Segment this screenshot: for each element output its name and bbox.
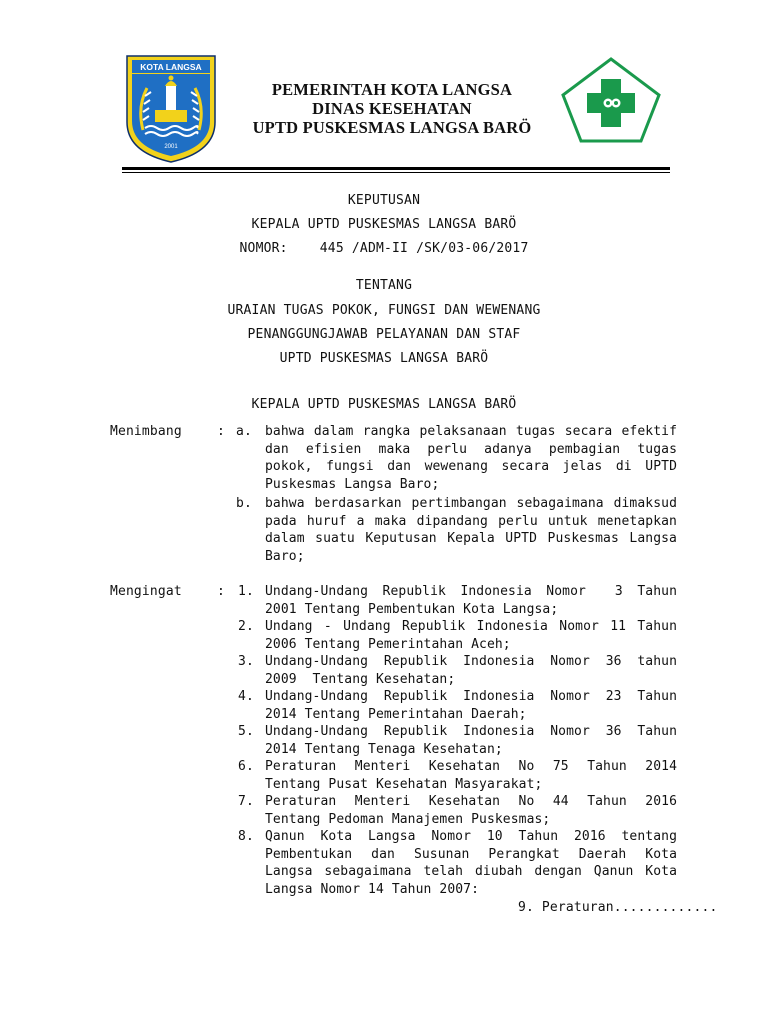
mengingat-marker: 3. xyxy=(238,654,254,669)
menimbang-marker: a. xyxy=(236,424,252,439)
menimbang-label: Menimbang xyxy=(110,424,182,439)
svg-text:KOTA LANGSA: KOTA LANGSA xyxy=(140,62,202,72)
government-name: PEMERINTAH KOTA LANGSA xyxy=(271,80,513,99)
menimbang-item: bahwa dalam rangka pelaksanaan tugas secara efektif dan efisien maka perlu adanya pembagian tugas pokok, fungsi dan wewenang secara jelas di UPTD Puskesmas Langsa Baro; xyxy=(265,424,677,492)
puskesmas-name: UPTD PUSKESMAS LANGSA BARÖ xyxy=(252,118,532,137)
mengingat-item: Peraturan Menteri Kesehatan No 75 Tahun 2014 Tentang Pusat Kesehatan Masyarakat; xyxy=(265,759,677,792)
mengingat-item: Undang-Undang Republik Indonesia Nomor 36 Tahun 2014 Tentang Tenaga Kesehatan; xyxy=(265,724,677,757)
signatory-heading: KEPALA UPTD PUSKESMAS LANGSA BARÖ xyxy=(251,397,517,412)
puskesmas-logo xyxy=(561,57,661,143)
letterhead-divider-thick xyxy=(122,167,670,170)
menimbang-colon: : xyxy=(217,424,225,439)
puskesmas-pentagon-icon xyxy=(561,57,661,143)
mengingat-marker: 5. xyxy=(238,724,254,739)
mengingat-item: Peraturan Menteri Kesehatan No 44 Tahun 2016 Tentang Pedoman Manajemen Puskesmas; xyxy=(265,794,677,827)
mengingat-item: Undang - Undang Republik Indonesia Nomor 11 Tahun 2006 Tentang Pemerintahan Aceh; xyxy=(265,619,677,652)
mengingat-marker: 4. xyxy=(238,689,254,704)
mengingat-item: Qanun Kota Langsa Nomor 10 Tahun 2016 tentang Pembentukan dan Susunan Perangkat Daerah Kota Langsa sebagaimana telah diubah dengan Qanun Kota Langsa Nomor 14 Tahun 2007: xyxy=(265,829,677,897)
mengingat-item: Undang-Undang Republik Indonesia Nomor 36 tahun 2009 Tentang Kesehatan; xyxy=(265,654,685,687)
mengingat-colon: : xyxy=(217,584,225,599)
mengingat-item: Undang-Undang Republik Indonesia Nomor 23 Tahun 2014 Tentang Pemerintahan Daerah; xyxy=(265,689,677,722)
about-line: UPTD PUSKESMAS LANGSA BARÖ xyxy=(279,351,489,366)
decree-heading: KEPUTUSAN xyxy=(347,193,421,208)
mengingat-marker: 7. xyxy=(238,794,254,809)
crest-shield-icon xyxy=(123,52,219,164)
decree-issuer: KEPALA UPTD PUSKESMAS LANGSA BARÖ xyxy=(251,217,517,232)
continuation-note: 9. Peraturan............. xyxy=(518,900,718,915)
decree-number: NOMOR: 445 /ADM-II /SK/03-06/2017 xyxy=(239,241,529,256)
mengingat-label: Mengingat xyxy=(110,584,182,599)
menimbang-marker: b. xyxy=(236,496,252,511)
mengingat-marker: 1. xyxy=(238,584,254,599)
about-line: PENANGGUNGJAWAB PELAYANAN DAN STAF xyxy=(247,327,521,342)
letterhead-divider-thin xyxy=(122,172,670,173)
kota-langsa-crest-logo xyxy=(123,52,219,164)
department-name: DINAS KESEHATAN xyxy=(312,99,472,118)
about-line: URAIAN TUGAS POKOK, FUNGSI DAN WEWENANG xyxy=(227,303,541,318)
svg-text:2001: 2001 xyxy=(164,144,178,150)
mengingat-marker: 6. xyxy=(238,759,254,774)
mengingat-marker: 8. xyxy=(238,829,254,844)
menimbang-item: bahwa berdasarkan pertimbangan sebagaimana dimaksud pada huruf a maka dipandang perlu untuk menetapkan dalam suatu Keputusan Kepala UPTD Puskesmas Langsa Baro; xyxy=(265,496,677,564)
mengingat-marker: 2. xyxy=(238,619,254,634)
mengingat-item: Undang-Undang Republik Indonesia Nomor 3 Tahun 2001 Tentang Pembentukan Kota Langsa; xyxy=(265,584,685,617)
about-label: TENTANG xyxy=(355,278,413,293)
